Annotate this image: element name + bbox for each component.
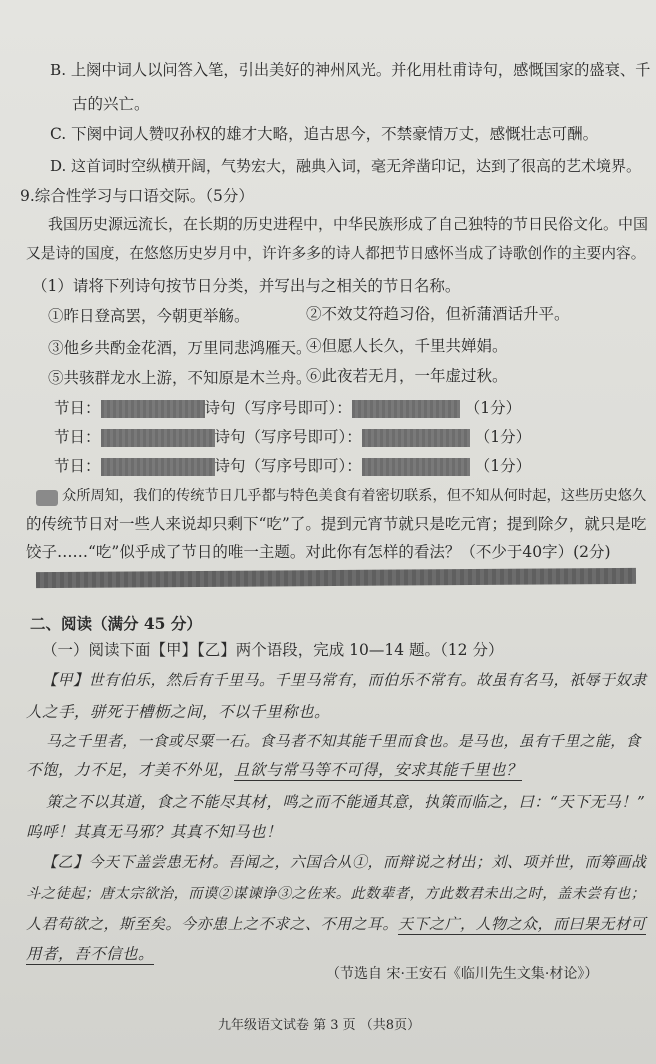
yi-line-1: 【乙】今天下盖尝患无材。吾闻之，六国合从①，而辩说之材出；刘、项并世，而筹画战: [42, 853, 647, 871]
jia-line-3: 马之千里者，一食或尽粟一石。食马者不知其能千里而食也。是马也，虽有千里之能，食: [46, 733, 641, 750]
fill-row-2: [54, 427, 531, 447]
festival-label: 节日：: [54, 457, 101, 475]
poem-number-label: 诗句（写序号即可）：: [204, 399, 352, 417]
yi-line-3: [26, 914, 646, 934]
jia-line-4-text: 不饱，力不足，才美不外见，: [26, 761, 235, 779]
yi-line-4: [26, 944, 154, 964]
poem-4: ④但愿人长久，千里共婵娟。: [306, 337, 508, 355]
score-label: （1分）: [464, 399, 522, 417]
jia-line-2: 人之手，骈死于槽枥之间，不以千里称也。: [26, 703, 331, 721]
q9-sub-question-1: （1）请将下列诗句按节日分类，并写出与之相关的节日名称。: [32, 277, 461, 295]
festival-answer-1[interactable]: [101, 400, 205, 418]
answer-line-filled[interactable]: [36, 568, 636, 588]
q9-intro-line-1: 我国历史源远流长，在长期的历史进程中，中华民族形成了自己独特的节日民俗文化。中国: [48, 215, 649, 233]
poem-1: ①昨日登高罢，今朝更举觞。: [48, 307, 250, 325]
yi-underlined-sentence-start: 天下之广，人物之众，而曰果无材可: [398, 915, 647, 933]
question-9-title: 9.综合性学习与口语交际。（5分）: [20, 187, 254, 205]
poem-5: ⑤共骇群龙水上游，不知原是木兰舟。: [48, 369, 312, 387]
festival-answer-2[interactable]: [101, 429, 215, 447]
jia-underlined-sentence: 且欲与常马等不可得，安求其能千里也？: [234, 761, 523, 779]
poem-number-answer-2[interactable]: [362, 429, 470, 447]
jia-line-6: 呜呼！其真无马邪？其真不知马也！: [26, 823, 283, 841]
q9-intro-line-2: 又是诗的国度，在悠悠历史岁月中，许许多多的诗人都把节日感怀当成了诗歌创作的主要内容。: [26, 245, 646, 262]
section-2-part-1: （一）阅读下面【甲】【乙】两个语段，完成 10—14 题。（12 分）: [42, 641, 504, 659]
yi-underlined-sentence-end: 用者，吾不信也。: [26, 945, 155, 963]
fill-row-1: [54, 398, 521, 418]
poem-3: ③他乡共酌金花酒，万里同悲鸿雁天。: [48, 339, 312, 357]
option-b-line-2: 古的兴亡。: [72, 95, 150, 113]
score-label: （1分）: [474, 457, 532, 475]
q9-sub2-line-3: 饺子……“吃”似乎成了节日的唯一主题。对此你有怎样的看法？（不少于40字）(2分): [26, 543, 611, 561]
yi-line-2: 斗之徒起；唐太宗欲治，而谟②谋谏诤③之佐来。此数辈者，方此数君未出之时，盖未尝有也；: [26, 886, 646, 902]
poem-number-label: 诗句（写序号即可）：: [214, 428, 362, 446]
jia-line-4: [26, 760, 522, 780]
section-2-heading: 二、阅读（满分 45 分）: [30, 614, 202, 633]
option-d: D. 这首词时空纵横开阔，气势宏大，融典入词，毫无斧凿印记，达到了很高的艺术境界。: [50, 157, 642, 175]
festival-label: 节日：: [54, 399, 101, 417]
poem-number-answer-1[interactable]: [352, 400, 460, 418]
ink-blot: [36, 490, 58, 506]
poem-number-label: 诗句（写序号即可）：: [214, 457, 362, 475]
option-b-line-1: B. 上阕中词人以问答入笔，引出美好的神州风光。并化用杜甫诗句，感慨国家的盛衰、千: [50, 61, 651, 79]
festival-answer-3[interactable]: [101, 458, 215, 476]
score-label: （1分）: [474, 428, 532, 446]
poem-2: ②不效艾符趋习俗，但祈蒲酒话升平。: [306, 305, 570, 323]
festival-label: 节日：: [54, 428, 101, 446]
fill-row-3: [54, 456, 531, 476]
q9-sub2-line-2: 的传统节日对一些人来说却只剩下“吃”了。提到元宵节就只是吃元宵；提到除夕，就只是吃: [26, 515, 647, 533]
jia-line-5: 策之不以其道，食之不能尽其材，鸣之而不能通其意，执策而临之，曰：“天下无马！”: [46, 793, 646, 811]
q9-sub2-line-1: 众所周知，我们的传统节日几乎都与特色美食有着密切联系，但不知从何时起，这些历史悠久: [62, 488, 647, 504]
option-c: C. 下阕中词人赞叹孙权的雄才大略，追古思今，不禁豪情万丈，感慨壮志可酬。: [50, 125, 599, 143]
poem-6: ⑥此夜若无月，一年虚过秋。: [306, 367, 508, 385]
jia-line-1: 【甲】世有伯乐，然后有千里马。千里马常有，而伯乐不常有。故虽有名马，祇辱于奴隶: [42, 671, 647, 689]
poem-number-answer-3[interactable]: [362, 458, 470, 476]
yi-line-3-text: 人君苟欲之，斯至矣。今亦患上之不求之、不用之耳。: [26, 915, 399, 933]
source-citation: （节选自 宋·王安石《临川先生文集·材论》）: [326, 966, 599, 982]
page-footer: 九年级语文试卷 第 3 页 （共8页）: [218, 1018, 421, 1033]
